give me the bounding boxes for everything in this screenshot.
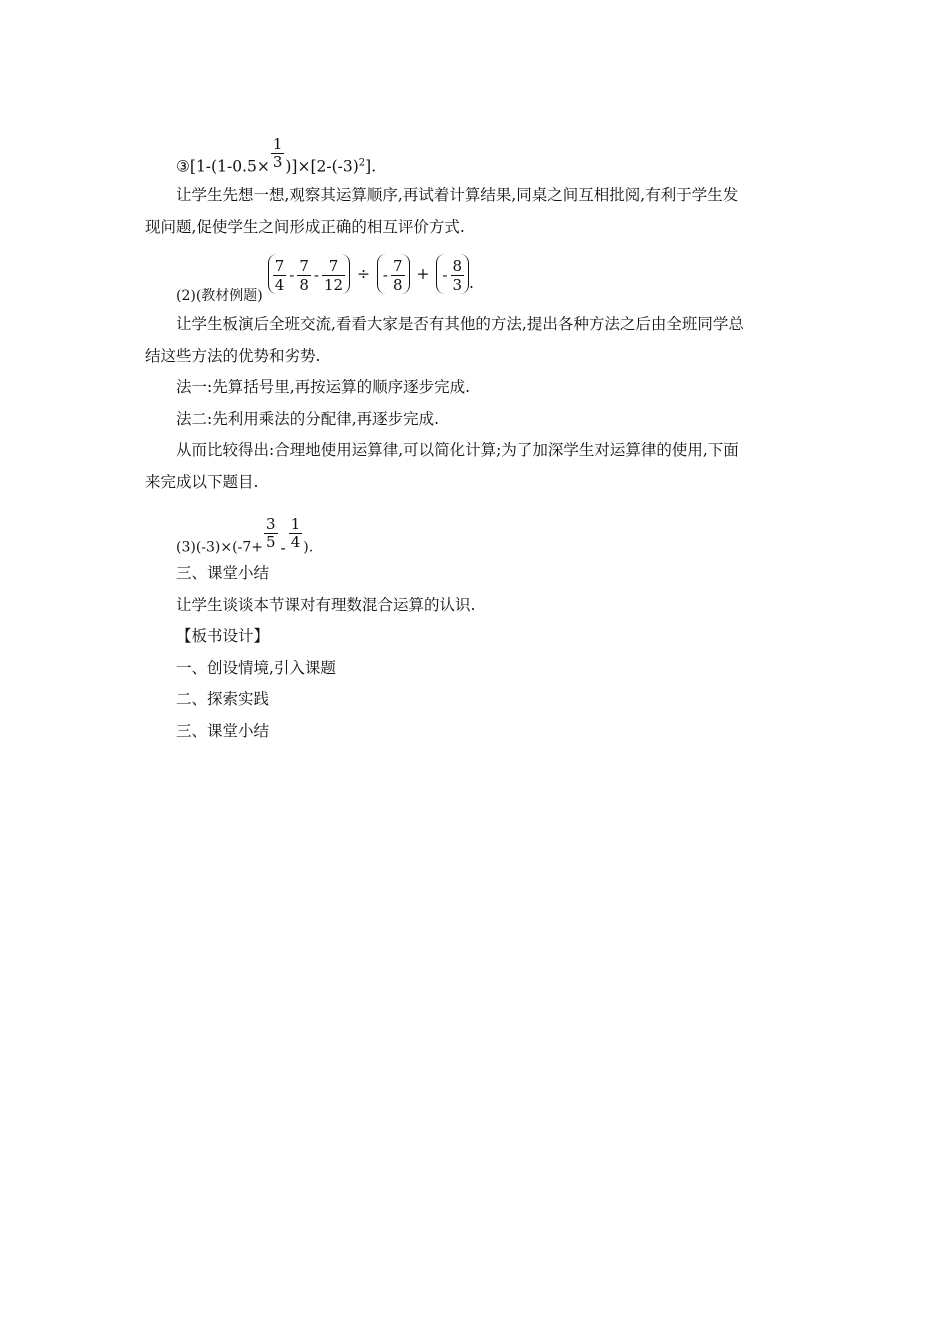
fraction: $\frac{7}{4}$ xyxy=(274,256,285,294)
board-item-2: 二、探索实践 xyxy=(176,690,270,708)
fraction: $\frac{3}{5}$ xyxy=(265,515,276,551)
paren-group-1: $\frac{7}{4}$ - $\frac{7}{8}$ - $\frac{7}{12}$ xyxy=(268,254,350,294)
example-2-line xyxy=(176,254,474,304)
fraction: $\frac{7}{8}$ xyxy=(393,256,403,294)
expr-text: ]. xyxy=(365,157,377,176)
fraction: $\frac{7}{8}$ xyxy=(299,256,309,294)
method-2: 法二:先利用乘法的分配律,再逐步完成. xyxy=(176,410,440,428)
expr-text: )]×[2-(-3) xyxy=(285,157,359,176)
exponent: 2 xyxy=(358,157,366,169)
fraction-one-third: $\frac{1}{3}$ xyxy=(272,135,283,171)
paragraph-1-line-2: 现问题,促使学生之间形成正确的相互评价方式. xyxy=(145,218,465,236)
fraction: $\frac{1}{4}$ xyxy=(290,515,301,551)
expr-text: ). xyxy=(303,539,314,556)
method-1: 法一:先算括号里,再按运算的顺序逐步完成. xyxy=(176,378,471,396)
paren-group-3: - $\frac{8}{3}$ xyxy=(436,254,469,294)
example-3-line: (3)(-3)×(-7+ $\frac{3}{5}$ - $\frac{1}{4}$ ). xyxy=(176,515,314,557)
divide-sign: ÷ xyxy=(356,265,370,283)
exercise-3-line xyxy=(176,135,377,185)
paragraph-1-line-1: 让学生先想一想,观察其运算顺序,再试着计算结果,同桌之间互相批阅,有利于学生发 xyxy=(176,186,739,204)
paragraph-4: 让学生谈谈本节课对有理数混合运算的认识. xyxy=(176,596,476,614)
section-summary-heading: 三、课堂小结 xyxy=(176,564,270,582)
paragraph-3-line-1: 从而比较得出:合理地使用运算律,可以简化计算;为了加深学生对运算律的使用,下面 xyxy=(176,441,739,459)
fraction: $\frac{8}{3}$ xyxy=(452,256,463,294)
plus-sign: + xyxy=(416,265,430,283)
paragraph-2-line-1: 让学生板演后全班交流,看看大家是否有其他的方法,提出各种方法之后由全班同学总 xyxy=(176,315,744,333)
board-item-1: 一、创设情境,引入课题 xyxy=(176,659,336,677)
paragraph-3-line-2: 来完成以下题目. xyxy=(145,473,259,491)
paren-group-2: - $\frac{7}{8}$ xyxy=(377,254,410,294)
example-label: (2)(教材例题) xyxy=(176,288,263,304)
paragraph-2-line-2: 结这些方法的优势和劣势. xyxy=(145,347,321,365)
period: . xyxy=(469,274,474,292)
expr-text: ③[1-(1-0.5× xyxy=(176,157,270,176)
fraction: $\frac{7}{12}$ xyxy=(323,256,344,294)
expr-text: (3)(-3)×(-7+ xyxy=(176,539,263,556)
board-design-title: 【板书设计】 xyxy=(176,627,270,645)
board-item-3: 三、课堂小结 xyxy=(176,722,270,740)
